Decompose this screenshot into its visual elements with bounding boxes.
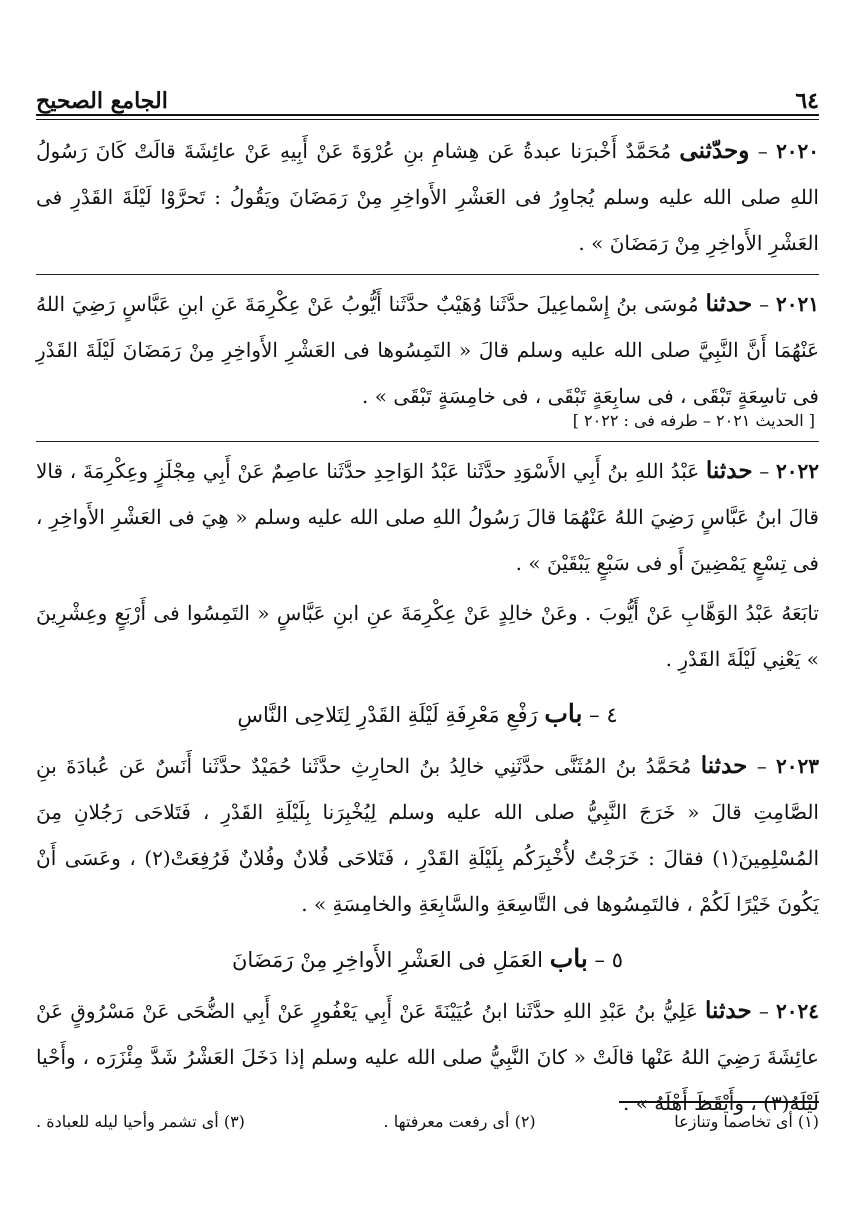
hadith-text: مُحَمَّدُ بنُ المُثَنَّى حدَّثَنِي خالِدُ بنُ الحارِثِ حدَّثَنا حُمَيْدٌ حدَّثَنا أَنَسٌ عَن عُبادَةَ بنِ الصَّامِتِ قالَ « خَرَجَ النَّبِيُّ صلى الله عليه وسلم لِيُخْبِرَنا بِلَيْلَةِ القَدْرِ ، فَتَلاحَى رَجُلانِ مِنَ المُسْلِمِينَ(١) فقالَ : خَرَجْتُ لأُخْبِرَكُم بِلَيْلَةِ القَدْرِ ، فَتَلاحَى فُلانٌ وفُلانٌ فَرُفِعَتْ(٢) ، وعَسَى أَنْ يَكُونَ خَيْرًا لَكُمْ ، فالتَمِسُوها فى التَّاسِعَةِ والسَّابِعَةِ والخامِسَةِ » .	[36, 754, 820, 916]
chapter-number: ٥	[611, 948, 623, 972]
hadith-text: عَبْدُ اللهِ بنُ أَبِي الأَسْوَدِ حدَّثَنا عَبْدُ الوَاحِدِ حدَّثَنا عاصِمٌ عَنْ أَبِي مِجْلَزٍ وعِكْرِمَةَ ، قالا قالَ ابنُ عَبَّاسٍ رَضِيَ اللهُ عَنْهُمَا قالَ رَسُولُ اللهِ صلى الله عليه وسلم « هِيَ فى العَشْرِ الأَواخِرِ ، فى تِسْعٍ يَمْضِينَ أَو فى سَبْعٍ يَبْقَيْنَ » .	[36, 459, 819, 575]
hadith-dash: –	[759, 292, 770, 316]
chapter-title: العَمَلِ فى العَشْرِ الأَواخِرِ مِنْ رَمَضَانَ	[232, 948, 544, 972]
hadith-2020	[36, 128, 819, 266]
header-rule	[36, 114, 819, 120]
hadith-number: ٢٠٢٣	[776, 754, 819, 778]
footnote-rule	[619, 1101, 819, 1103]
chapter-word: باب	[544, 699, 583, 728]
hadith-keyword: حدثنا	[700, 752, 748, 779]
separator-rule	[36, 274, 819, 275]
hadith-2021	[36, 281, 819, 419]
hadith-text: مُوسَى بنُ إِسْماعِيلَ حدَّثَنا وُهَيْبٌ حدَّثَنا أَيُّوبُ عَنْ عِكْرِمَةَ عَنِ ابنِ عَبَّاسٍ رَضِيَ اللهُ عَنْهُمَا أَنَّ النَّبِيَّ صلى الله عليه وسلم قالَ « التَمِسُوها فى العَشْرِ الأَواخِرِ مِنْ رَمَضَانَ لَيْلَةَ القَدْرِ فى تاسِعَةٍ تَبْقَى ، فى سابِعَةٍ تَبْقَى ، فى خامِسَةٍ تَبْقَى » .	[36, 292, 819, 408]
footnote-1: (١) أى تخاصما وتنازعا	[674, 1112, 819, 1131]
footnote-3: (٣) أى تشمر وأحيا ليله للعبادة .	[36, 1112, 245, 1131]
hadith-dash: –	[756, 754, 767, 778]
hadith-dash: –	[757, 139, 768, 163]
hadith-dash: –	[758, 999, 769, 1023]
hadith-keyword: حدثنا	[705, 290, 753, 317]
tabaahu-note: تابَعَهُ عَبْدُ الوَهَّابِ عَنْ أَيُّوبَ . وعَنْ خالِدٍ عَنْ عِكْرِمَةَ عنِ ابنِ عَبَّاسٍ « التَمِسُوا فى أَرْبَعٍ وعِشْرِينَ » يَعْنِي لَيْلَةَ القَدْرِ .	[36, 601, 819, 671]
chapter-number: ٤	[606, 703, 618, 727]
hadith-text: عَلِيُّ بنُ عَبْدِ اللهِ حدَّثَنا ابنُ عُيَيْنَةَ عَنْ أَبِي يَعْفُورٍ عَنْ أَبِي الضُّحَى عَنْ مَسْرُوقٍ عَنْ عائِشَةَ رَضِيَ اللهُ عَنْها قالَتْ « كانَ النَّبِيُّ صلى الله عليه وسلم إذا دَخَلَ العَشْرُ شَدَّ مِئْزَرَه ، وأَحْيا لَيْلَهُ(٣) ، وأَيْقَظَ أَهْلَهُ » .	[36, 999, 819, 1115]
hadith-number: ٢٠٢١	[776, 292, 820, 316]
chapter-dash: –	[589, 703, 600, 727]
separator-rule	[36, 441, 819, 442]
hadith-keyword: وحدّثنى	[679, 137, 750, 164]
footnote-2: (٢) أى رفعت معرفتها .	[383, 1112, 536, 1131]
hadith-dash: –	[759, 459, 770, 483]
footnotes	[36, 1112, 819, 1131]
chapter-heading-5	[36, 937, 819, 982]
chapter-word: باب	[549, 944, 588, 973]
running-title: الجامع الصحيح	[36, 88, 168, 114]
chapter-heading-4	[36, 692, 819, 737]
hadith-2024	[36, 988, 819, 1126]
hadith-2022	[36, 448, 819, 586]
chapter-dash: –	[594, 948, 606, 972]
hadith-keyword: حدثنا	[705, 457, 753, 484]
hadith-number: ٢٠٢٤	[776, 999, 819, 1023]
hadith-2023	[36, 743, 819, 927]
hadith-number: ٢٠٢٢	[776, 459, 819, 483]
hadith-number: ٢٠٢٠	[776, 139, 820, 163]
chapter-title: رَفْعِ مَعْرِفَةِ لَيْلَةِ القَدْرِ لِتَلاحِى النَّاسِ	[237, 703, 538, 727]
main-text	[36, 128, 819, 1126]
page-number: ٦٤	[795, 88, 819, 114]
hadith-text: مُحَمَّدٌ أَخْبرَنا عبدةُ عَن هِشامِ بنِ عُرْوَةَ عَنْ أَبِيهِ عَنْ عائِشَةَ قالَتْ كَانَ رَسُولُ اللهِ صلى الله عليه وسلم يُجاوِرُ فى العَشْرِ الأَواخِرِ مِنْ رَمَضَانَ ويَقُولُ : تَحرَّوْا لَيْلَةَ القَدْرِ فى العَشْرِ الأَواخِرِ مِنْ رَمَضَانَ » .	[36, 139, 819, 255]
hadith-keyword: حدثنا	[705, 997, 752, 1024]
running-head	[36, 80, 819, 114]
cross-reference: [ الحديث ٢٠٢١ – طرفه فى : ٢٠٢٢ ]	[572, 411, 815, 430]
